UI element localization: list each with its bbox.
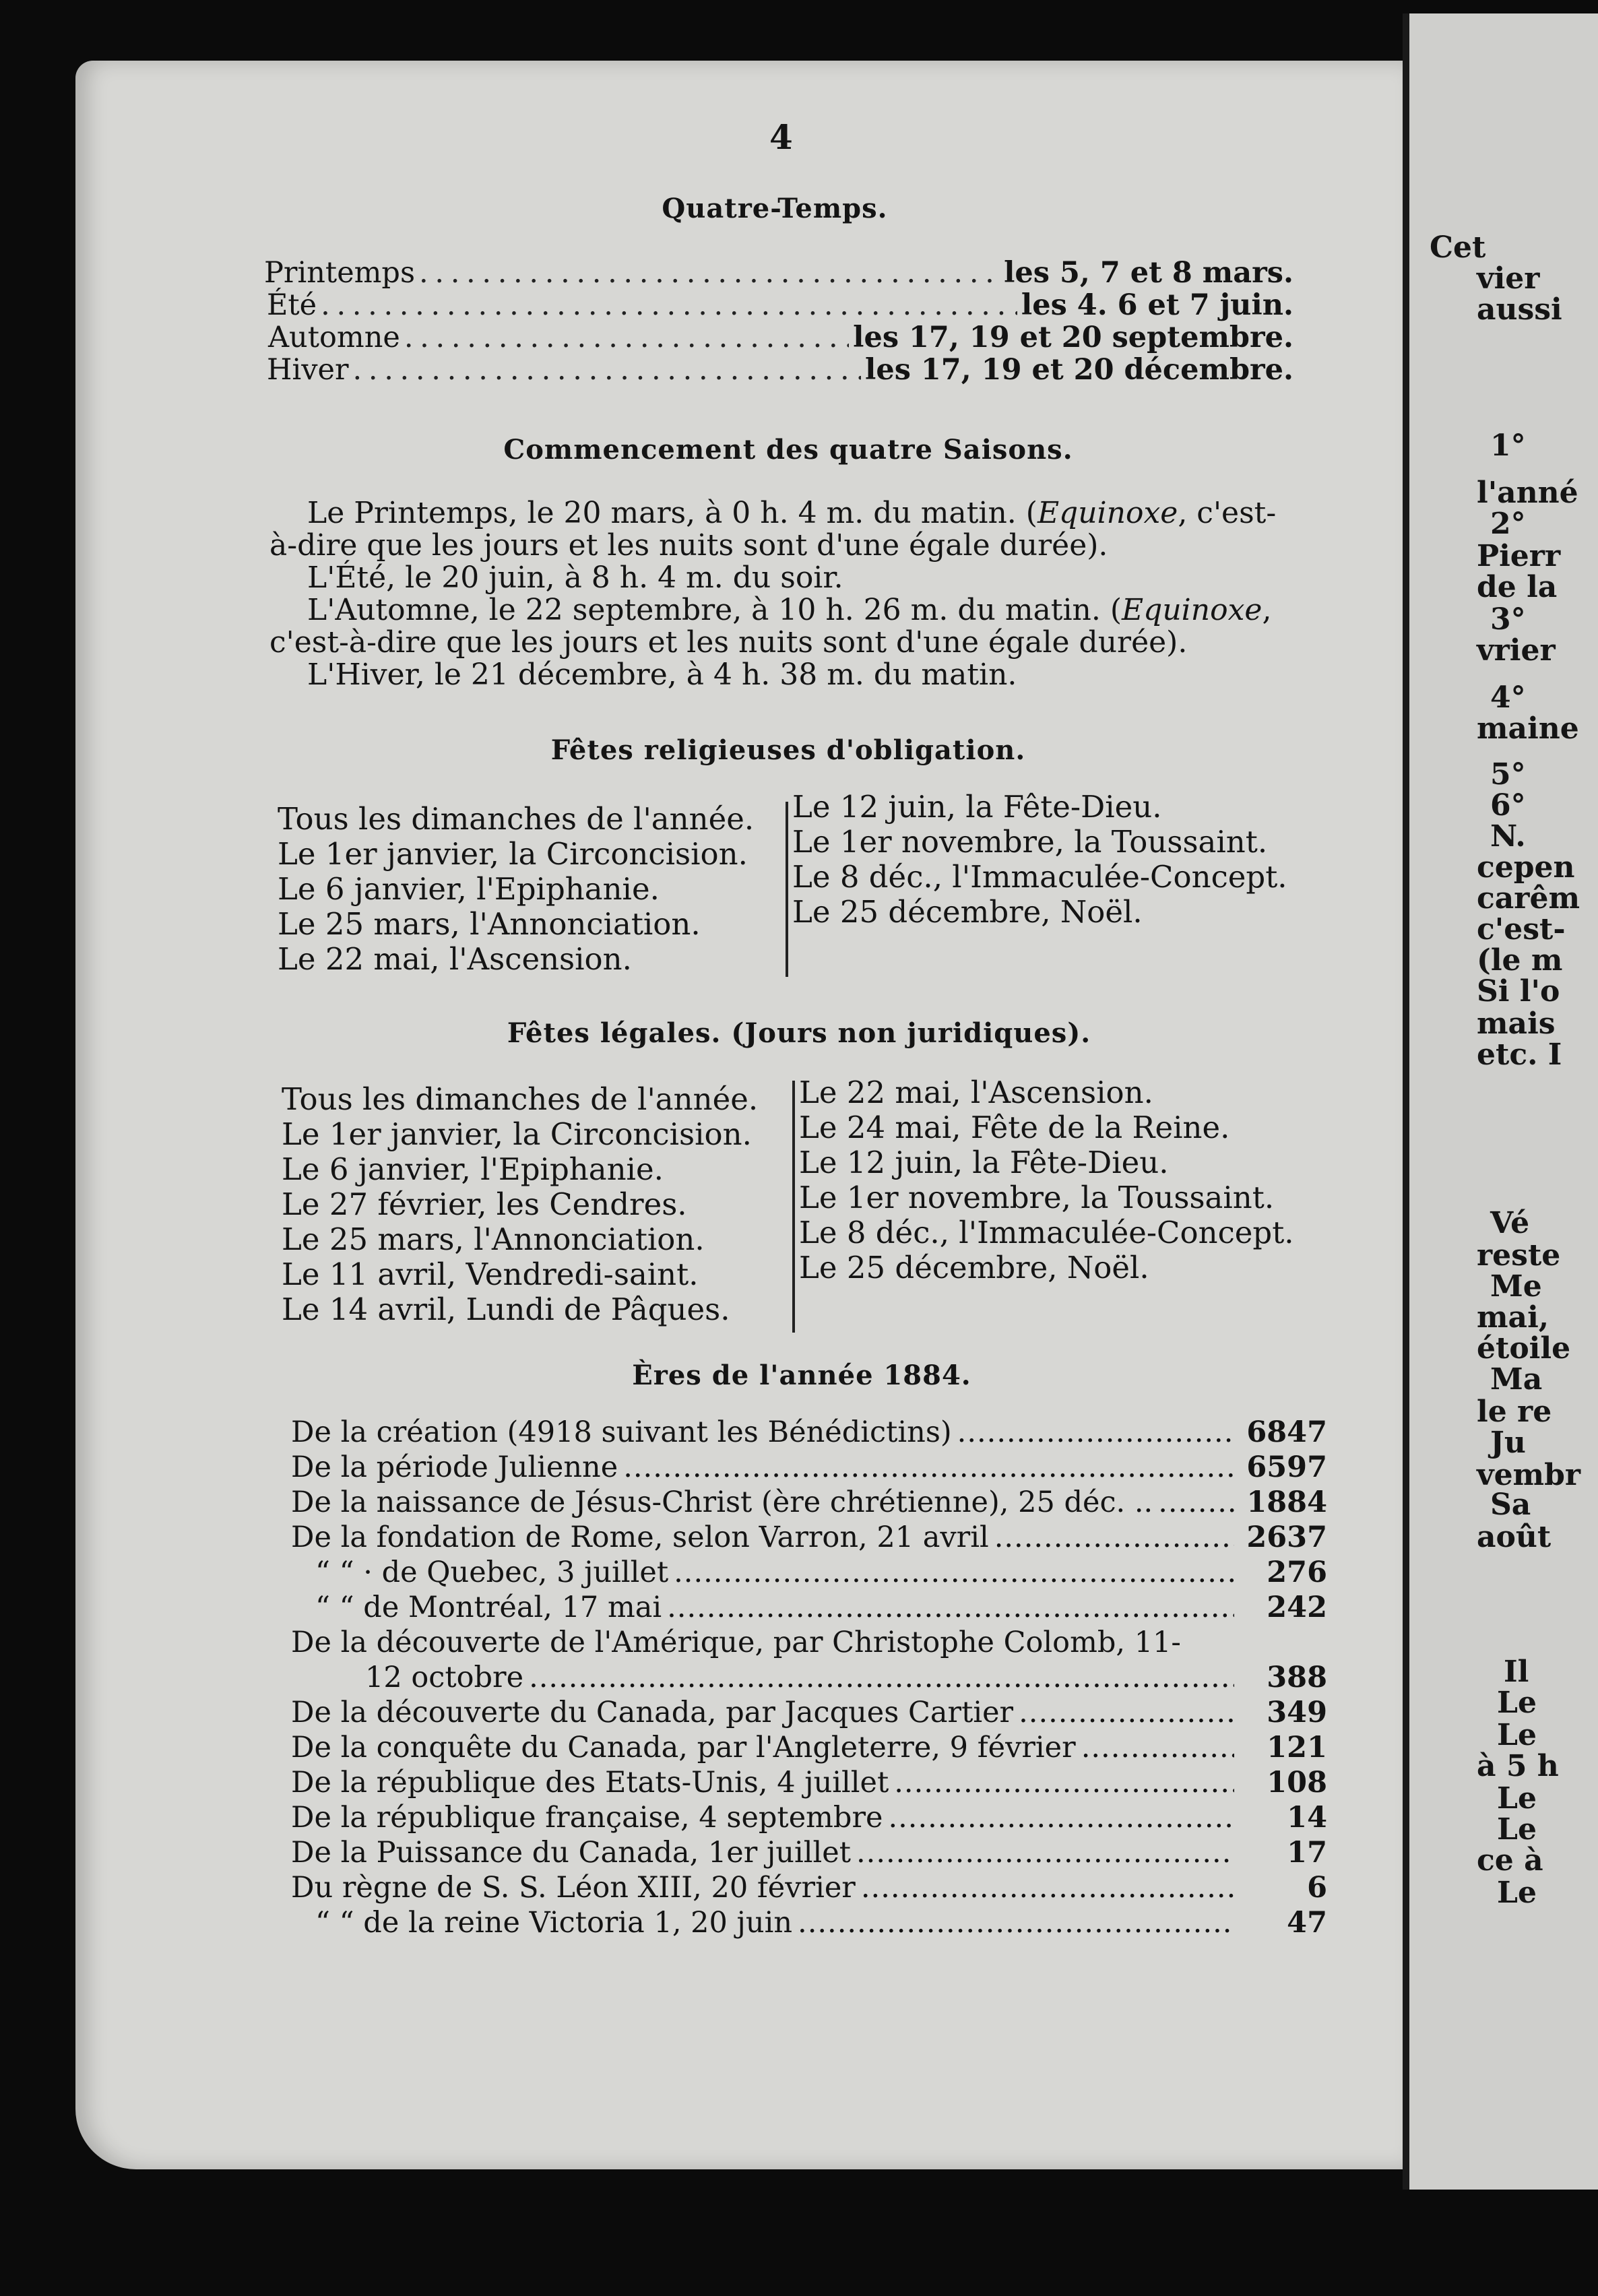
leader-dots [674, 1555, 1234, 1590]
leader-dots [894, 1765, 1234, 1800]
adjacent-page-fragment: Le [1497, 1876, 1537, 1910]
era-row [291, 1660, 1327, 1695]
era-label: De la période Julienne [291, 1450, 618, 1484]
saisons-printemps-cont: à-dire que les jours et les nuits sont d'une égale durée). [269, 528, 1108, 563]
quatre-temps-row [268, 321, 1293, 354]
adjacent-page-fragment: mais [1477, 1007, 1556, 1041]
era-row [291, 1485, 1327, 1520]
quatre-temps-row [267, 288, 1293, 322]
era-value: 121 [1267, 1731, 1327, 1764]
page-gutter [1403, 13, 1409, 2190]
adjacent-page-fragment: Cet [1430, 230, 1486, 265]
legales-right-column [799, 1075, 1294, 1285]
leader-dots [1081, 1730, 1234, 1765]
adjacent-page-fragment: (le m [1477, 943, 1563, 978]
quatre-temps-heading: Quatre-Temps. [662, 193, 888, 224]
era-row [291, 1450, 1327, 1485]
adjacent-page-fragment: Le [1497, 1812, 1537, 1847]
adjacent-page-fragment: Pierr [1477, 539, 1561, 573]
legales-item: Le 24 mai, Fête de la Reine. [799, 1110, 1230, 1145]
adjacent-page-fragment: Le [1497, 1686, 1537, 1720]
era-label: De la naissance de Jésus-Christ (ère chrétienne), 25 déc. .. [291, 1486, 1153, 1519]
adjacent-page-fragment: Le [1497, 1718, 1537, 1752]
legales-heading: Fêtes légales. (Jours non juridiques). [507, 1017, 1091, 1049]
adjacent-page-fragment: Vé [1490, 1206, 1530, 1240]
era-label: 12 octobre [365, 1661, 524, 1694]
saisons-automne-cont: c'est-à-dire que les jours et les nuits sont d'une égale durée). [269, 625, 1188, 660]
adjacent-page-fragment: maine [1477, 711, 1579, 746]
era-label: De la conquête du Canada, par l'Angleterre, 9 février [291, 1731, 1076, 1764]
adjacent-page [1409, 13, 1598, 2190]
adjacent-page-fragment: 6° [1490, 788, 1526, 823]
era-value: 6597 [1246, 1450, 1327, 1484]
quatre-temps-row [264, 256, 1293, 290]
adjacent-page-fragment: Si l'o [1477, 974, 1560, 1009]
legales-item: Le 22 mai, l'Ascension. [799, 1075, 1153, 1110]
leader-dots [861, 1870, 1234, 1905]
leader-dots [623, 1450, 1234, 1485]
adjacent-page-fragment: août [1477, 1520, 1552, 1554]
obligation-item: Le 1er janvier, la Circoncision. [278, 836, 748, 872]
adjacent-page-fragment: cepen [1477, 850, 1575, 885]
adjacent-page-fragment: carêm [1477, 881, 1580, 916]
quatre-temps-label: Printemps [264, 256, 416, 290]
adjacent-page-fragment: N. [1490, 819, 1526, 854]
era-row [291, 1590, 1327, 1625]
leader-dots [667, 1590, 1234, 1625]
adjacent-page-fragment: Il [1504, 1655, 1529, 1689]
saisons-ete: L'Été, le 20 juin, à 8 h. 4 m. du soir. [307, 561, 843, 595]
legales-item: Le 25 décembre, Noël. [799, 1250, 1149, 1285]
obligation-item: Le 8 déc., l'Immaculée-Concept. [792, 859, 1287, 895]
era-label: De la création (4918 suivant les Bénédictins) [291, 1415, 952, 1449]
eres-heading: Ères de l'année 1884. [632, 1360, 971, 1391]
era-row [291, 1905, 1327, 1940]
leader-dots [856, 1835, 1234, 1870]
quatre-temps-label: Été [267, 288, 317, 322]
quatre-temps-label: Automne [268, 321, 400, 354]
era-value: 2637 [1246, 1521, 1327, 1554]
adjacent-page-fragment: Le [1497, 1781, 1537, 1816]
saisons-printemps: Le Printemps, le 20 mars, à 0 h. 4 m. du matin. (Equinoxe, c'est- [307, 496, 1277, 530]
leader-dots [798, 1905, 1234, 1940]
leader-dots [404, 321, 849, 354]
era-row [291, 1520, 1327, 1555]
adjacent-page-fragment: de la [1477, 570, 1558, 604]
era-label: “ “ de la reine Victoria 1, 20 juin [315, 1906, 793, 1940]
adjacent-page-fragment: vembr [1477, 1458, 1581, 1492]
saisons-heading: Commencement des quatre Saisons. [503, 434, 1073, 466]
adjacent-page-fragment: Ma [1490, 1362, 1543, 1397]
adjacent-page-fragment: vier [1477, 261, 1540, 296]
obligation-item: Tous les dimanches de l'année. [278, 801, 755, 837]
adjacent-page-fragment: étoile [1477, 1331, 1571, 1366]
era-value: 242 [1267, 1591, 1327, 1624]
era-value: 108 [1267, 1766, 1327, 1799]
adjacent-page-fragment: 1° [1490, 428, 1526, 463]
leader-dots [321, 288, 1017, 322]
adjacent-page-fragment: 3° [1490, 602, 1526, 637]
leader-dots [419, 256, 1000, 290]
adjacent-page-fragment: 2° [1490, 507, 1526, 541]
obligation-left-column [278, 802, 754, 977]
era-row [291, 1730, 1327, 1765]
leader-dots [1158, 1485, 1234, 1520]
legales-item: Le 1er novembre, la Toussaint. [799, 1180, 1275, 1215]
legales-item: Le 14 avril, Lundi de Pâques. [282, 1292, 730, 1327]
adjacent-page-fragment: aussi [1477, 292, 1562, 327]
leader-dots [353, 353, 861, 387]
era-label: Du règne de S. S. Léon XIII, 20 février [291, 1871, 856, 1905]
quatre-temps-value: les 5, 7 et 8 mars. [1004, 256, 1293, 290]
adjacent-page-fragment: mai, [1477, 1300, 1549, 1335]
adjacent-page-fragment: reste [1477, 1238, 1561, 1273]
saisons-hiver: L'Hiver, le 21 décembre, à 4 h. 38 m. du matin. [307, 658, 1017, 692]
legales-item: Tous les dimanches de l'année. [282, 1081, 759, 1117]
legales-left-column [282, 1082, 758, 1327]
adjacent-page-fragment: c'est- [1477, 912, 1566, 947]
leader-dots [957, 1415, 1234, 1450]
era-row [291, 1695, 1327, 1730]
obligation-item: Le 1er novembre, la Toussaint. [792, 824, 1268, 860]
leader-dots [529, 1660, 1234, 1695]
obligation-right-column [792, 790, 1287, 930]
obligation-item: Le 22 mai, l'Ascension. [278, 941, 632, 977]
era-label: De la république des Etats-Unis, 4 juillet [291, 1766, 889, 1799]
era-value: 388 [1267, 1661, 1327, 1694]
obligation-heading: Fêtes religieuses d'obligation. [550, 734, 1026, 766]
legales-item: Le 12 juin, la Fête-Dieu. [799, 1145, 1169, 1180]
adjacent-page-fragment: à 5 h [1477, 1749, 1559, 1783]
era-row [291, 1555, 1327, 1590]
era-value: 6847 [1246, 1415, 1327, 1449]
obligation-item: Le 25 mars, l'Annonciation. [278, 906, 701, 942]
era-value: 6 [1307, 1871, 1327, 1905]
legales-item: Le 1er janvier, la Circoncision. [282, 1116, 752, 1152]
legales-item: Le 11 avril, Vendredi-saint. [282, 1256, 699, 1292]
legales-divider [792, 1081, 795, 1333]
era-value: 17 [1287, 1836, 1327, 1870]
quatre-temps-value: les 4. 6 et 7 juin. [1021, 288, 1293, 322]
era-row [291, 1765, 1327, 1800]
eres-list [291, 1415, 1327, 1940]
adjacent-page-fragment: 4° [1490, 680, 1526, 715]
era-label: De la république française, 4 septembre [291, 1801, 883, 1835]
quatre-temps-label: Hiver [267, 353, 349, 387]
era-row [291, 1415, 1327, 1450]
leader-dots [888, 1800, 1234, 1835]
leader-dots [994, 1520, 1234, 1555]
legales-item: Le 6 janvier, l'Epiphanie. [282, 1151, 664, 1187]
quatre-temps-value: les 17, 19 et 20 décembre. [865, 353, 1293, 387]
era-row [291, 1625, 1327, 1660]
era-label: De la découverte du Canada, par Jacques Cartier [291, 1696, 1014, 1729]
quatre-temps-value: les 17, 19 et 20 septembre. [853, 321, 1293, 354]
obligation-divider [786, 802, 788, 977]
page-number: 4 [769, 117, 793, 157]
era-label: De la fondation de Rome, selon Varron, 21 avril [291, 1521, 989, 1554]
era-label: De la Puissance du Canada, 1er juillet [291, 1836, 851, 1870]
adjacent-page-fragment: ce à [1477, 1843, 1543, 1878]
era-value: 1884 [1246, 1486, 1327, 1519]
era-value: 349 [1267, 1696, 1327, 1729]
era-row [291, 1800, 1327, 1835]
era-value: 47 [1287, 1906, 1327, 1940]
adjacent-page-fragment: le re [1477, 1395, 1552, 1429]
legales-item: Le 8 déc., l'Immaculée-Concept. [799, 1215, 1294, 1250]
saisons-automne: L'Automne, le 22 septembre, à 10 h. 26 m. du matin. (Equinoxe, [307, 593, 1272, 627]
legales-item: Le 27 février, les Cendres. [282, 1186, 687, 1222]
adjacent-page-fragment: 5° [1490, 757, 1526, 792]
quatre-temps-row [267, 353, 1293, 387]
obligation-item: Le 12 juin, la Fête-Dieu. [792, 789, 1162, 825]
adjacent-page-fragment: Ju [1490, 1426, 1526, 1460]
legales-item: Le 25 mars, l'Annonciation. [282, 1221, 705, 1257]
era-row [291, 1835, 1327, 1870]
era-label: De la découverte de l'Amérique, par Christophe Colomb, 11- [291, 1626, 1181, 1659]
era-label: “ “ · de Quebec, 3 juillet [315, 1556, 669, 1589]
adjacent-page-fragment: vrier [1477, 633, 1556, 668]
era-label: “ “ de Montréal, 17 mai [315, 1591, 662, 1624]
era-value: 276 [1267, 1556, 1327, 1589]
leader-dots [1019, 1695, 1234, 1730]
era-row [291, 1870, 1327, 1905]
adjacent-page-fragment: l'anné [1477, 476, 1578, 510]
adjacent-page-fragment: Me [1490, 1269, 1542, 1304]
obligation-item: Le 6 janvier, l'Epiphanie. [278, 871, 660, 907]
adjacent-page-fragment: Sa [1490, 1488, 1531, 1522]
adjacent-page-fragment: etc. I [1477, 1038, 1562, 1072]
obligation-item: Le 25 décembre, Noël. [792, 894, 1143, 930]
era-value: 14 [1287, 1801, 1327, 1835]
